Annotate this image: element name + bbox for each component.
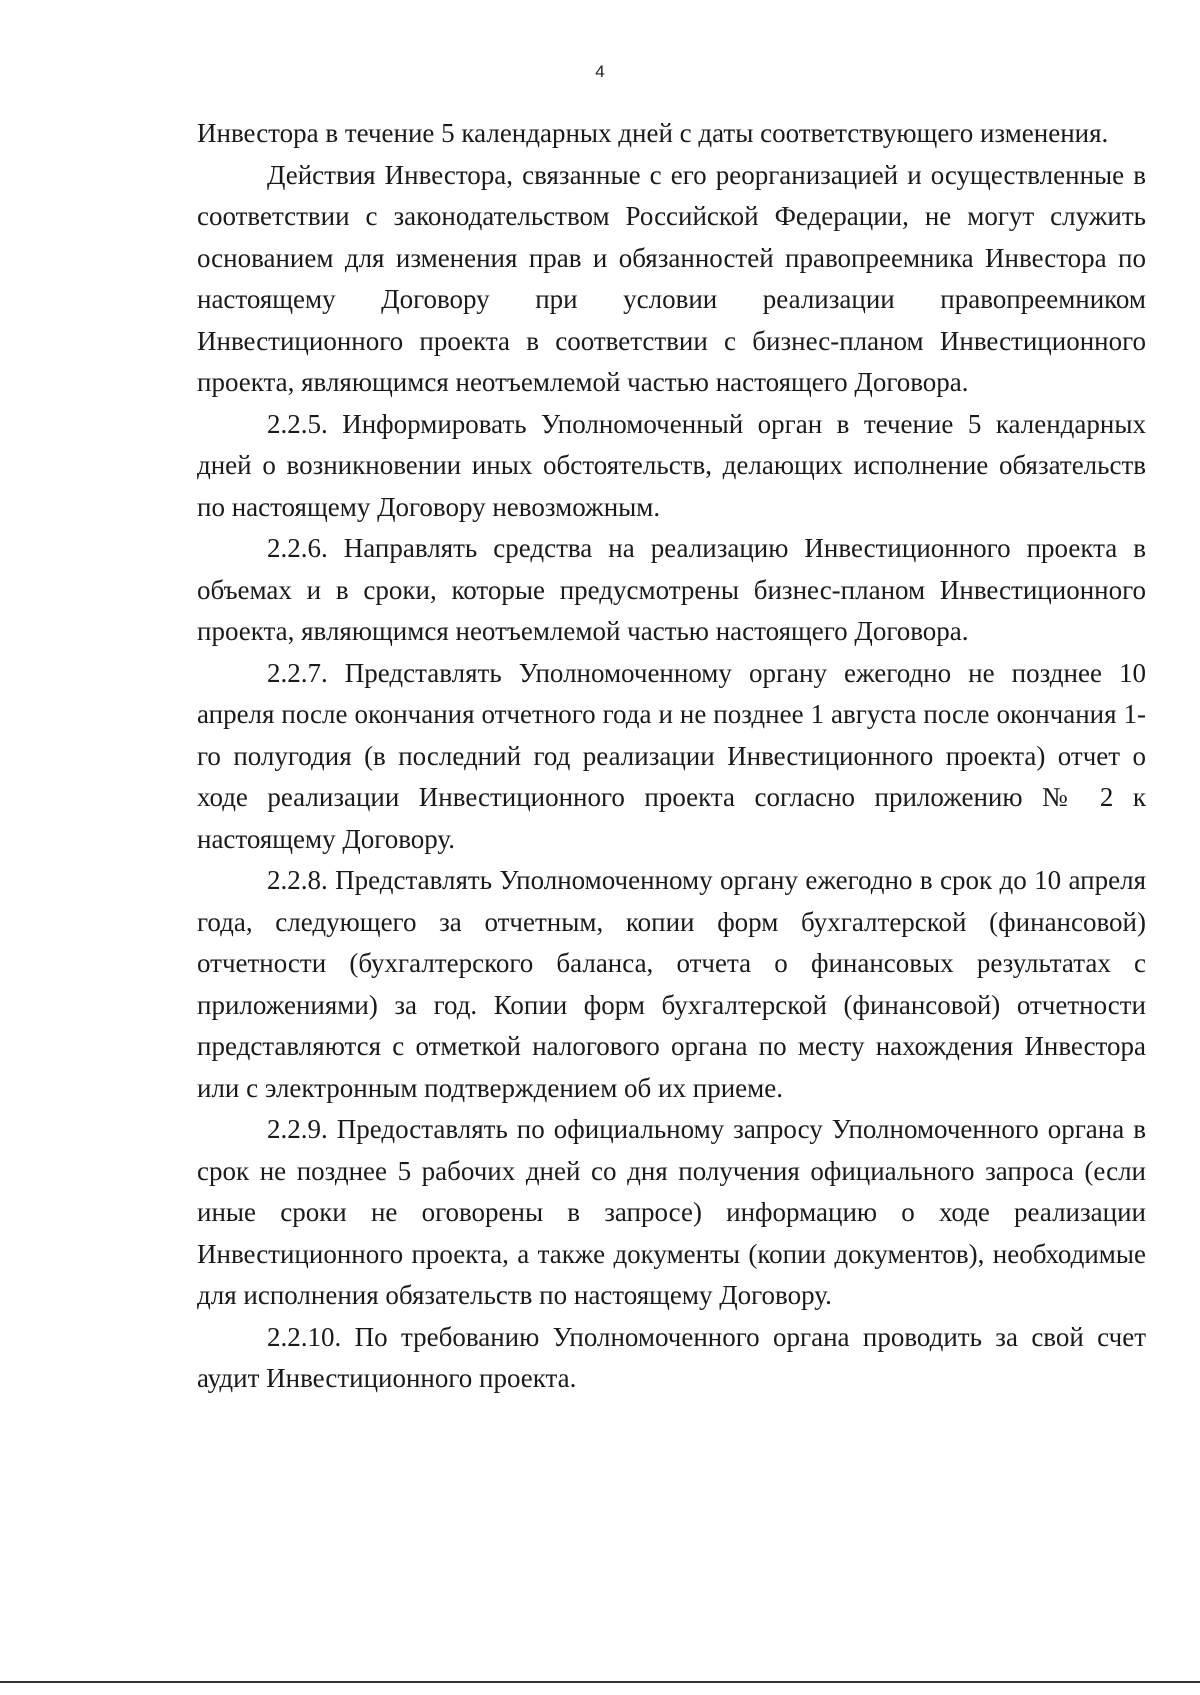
clause-2-2-8: 2.2.8. Представлять Уполномоченному органу ежегодно в срок до 10 апреля года, следующего за отчетным, копии форм бухгалтерской (финансовой) отчетности (бухгалтерского баланса, отчета о финансовых результатах с приложениями) за год. Копии форм бухгалтерской (финансовой) отчетности представляются с отметкой налогового органа по месту нахождения Инвестора или с электронным подтверждением об их приеме. [197, 865, 1146, 1103]
clause-2-2-9: 2.2.9. Предоставлять по официальному запросу Уполномоченного органа в срок не позднее 5 рабочих дней со дня получения официального запроса (если иные сроки не оговорены в запросе) информацию о ходе реализации Инвестиционного проекта, а также документы (копии документов), необходимые для исполнения обязательств по настоящему Договору. [197, 1114, 1146, 1310]
page-number: 4 [595, 62, 605, 81]
clause-2-2-6: 2.2.6. Направлять средства на реализацию Инвестиционного проекта в объемах и в сроки, которые предусмотрены бизнес-планом Инвестиционного проекта, являющимся неотъемлемой частью настоящего Договора. [197, 533, 1146, 646]
clause-2-2-7: 2.2.7. Представлять Уполномоченному органу ежегодно не позднее 10 апреля после окончания отчетного года и не позднее 1 августа после окончания 1-го полугодия (в последний год реализации Инвестиционного проекта) отчет о ходе реализации Инвестиционного проекта согласно приложению № 2 к настоящему Договору. [197, 657, 1146, 854]
bottom-rule [0, 1681, 1200, 1683]
clause-2-2-5: 2.2.5. Информировать Уполномоченный орган в течение 5 календарных дней о возникновении иных обстоятельств, делающих исполнение обязательств по настоящему Договору невозможным. [197, 408, 1146, 522]
paragraph-continuation: Инвестора в течение 5 календарных дней с даты соответствующего изменения. [197, 118, 1109, 148]
paragraph-reorganization: Действия Инвестора, связанные с его реорганизацией и осуществленные в соответствии с законодательством Российской Федерации, не могут служить основанием для изменения прав и обязанностей правопреемника Инвестора по настоящему Договору при условии реализации правопреемником Инвестиционного проекта в соответствии с бизнес-планом Инвестиционного проекта, являющимся неотъемлемой частью настоящего Договора. [197, 159, 1146, 397]
clause-2-2-10: 2.2.10. По требованию Уполномоченного органа проводить за свой счет аудит Инвестиционного проекта. [197, 1321, 1146, 1393]
document-body [197, 113, 1146, 1400]
